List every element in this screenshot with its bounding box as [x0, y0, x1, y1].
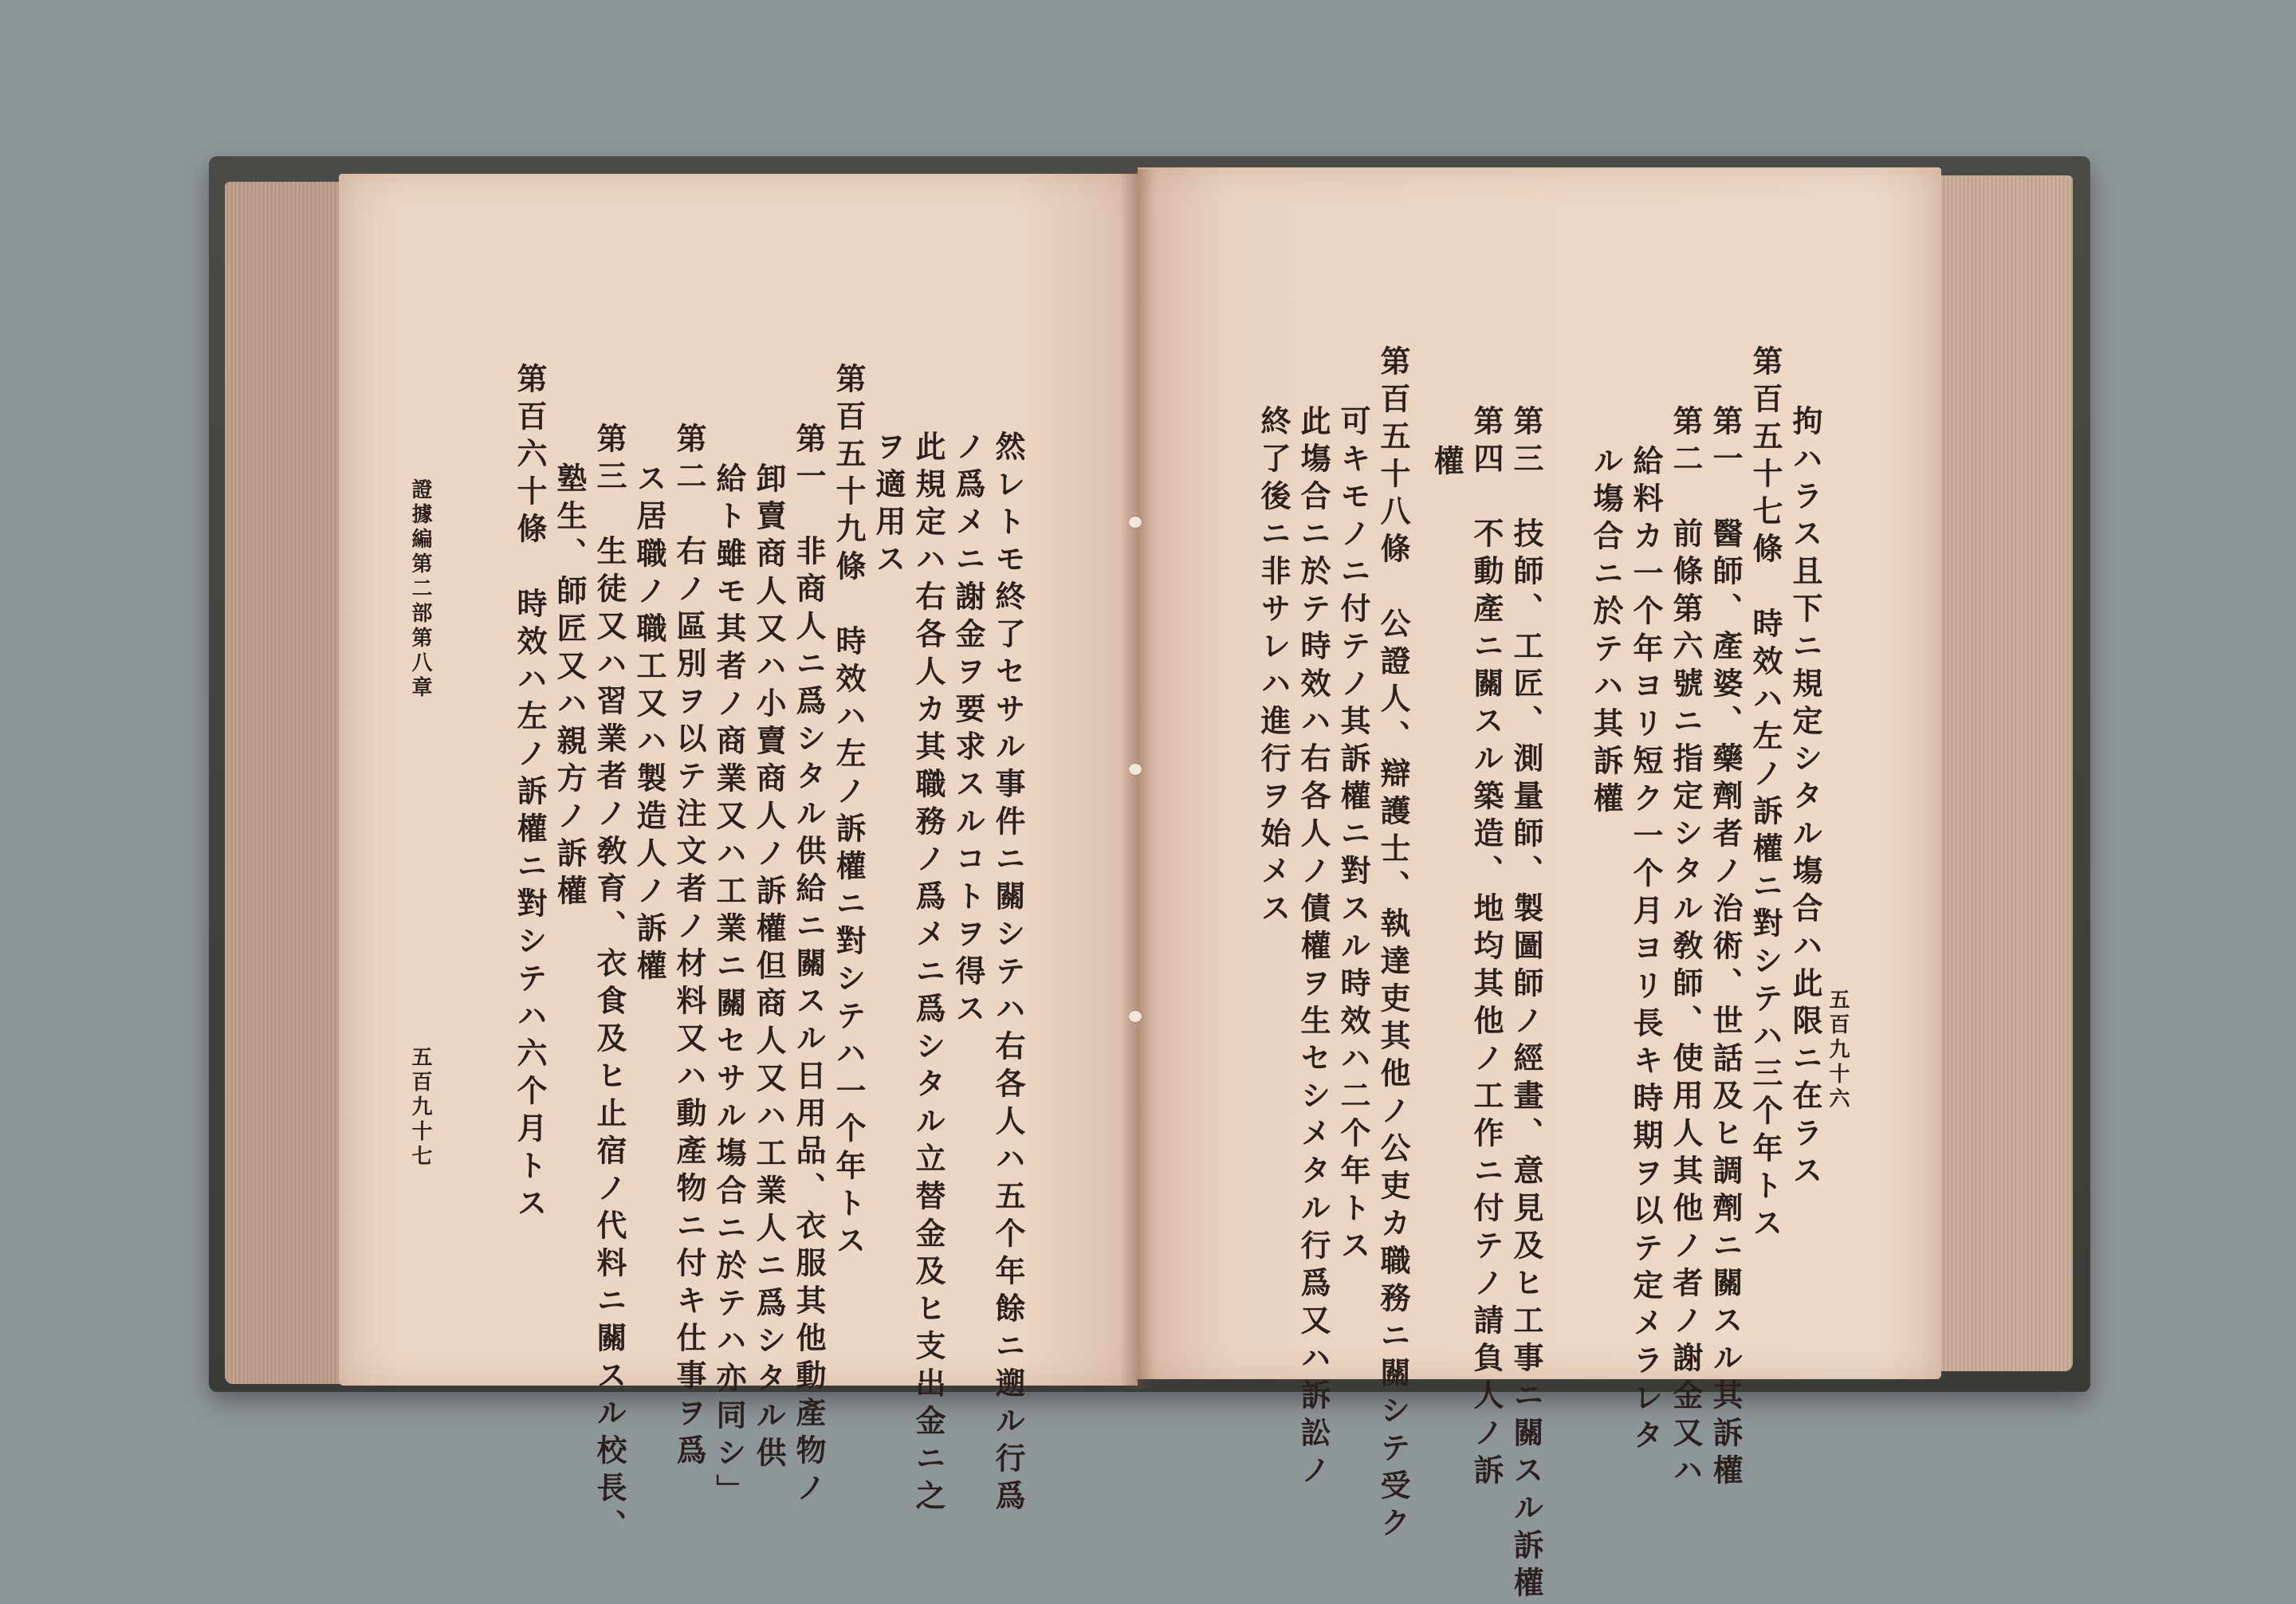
right-col-8: 第四 不動產ニ關スル築造、地均其他ノ工作ニ付テノ請負人ノ訴 [1468, 405, 1504, 1492]
left-col-12: 塾生、師匠又ハ親方ノ訴權 [552, 462, 588, 912]
chapter-footer: 證據編第二部第八章 [408, 478, 432, 701]
right-col-4: 第二 前條第六號ニ指定シタル敎師、使用人其他ノ者ノ謝金又ハ [1668, 405, 1704, 1492]
right-col-10: 第百五十八條 公證人、辯護士、執達吏其他ノ公吏カ職務ニ關シテ受ク [1375, 345, 1411, 1544]
binding-stitch [1129, 764, 1142, 775]
left-col-11: 第三 生徒又ハ習業者ノ敎育、衣食及ヒ止宿ノ代料ニ關スル校長、 [592, 423, 627, 1547]
right-col-2: 第百五十七條 時效ハ左ノ訴權ニ對シテハ三个年トス [1748, 345, 1783, 1244]
binding-stitch [1129, 1011, 1142, 1022]
left-col-6: 第一 非商人ニ爲シタル供給ニ關スル日用品、衣服其他動產物ノ [791, 423, 827, 1509]
left-col-2: ノ爲メニ謝金ヲ要求スルコトヲ得ス [950, 430, 986, 1030]
right-col-1: 拘ハラス且下ニ規定シタル塲合ハ此限ニ在ラス [1787, 405, 1823, 1192]
right-col-12: 此塲合ニ於テ時效ハ右各人ノ債權ヲ生セシメタル行爲又ハ訴訟ノ [1295, 405, 1331, 1492]
left-col-7: 卸賣商人又ハ小賣商人ノ訴權但商人又ハ工業人ニ爲シタル供 [751, 462, 787, 1474]
left-col-5: 第百五十九條 時效ハ左ノ訴權ニ對シテハ一个年トス [831, 363, 867, 1262]
left-col-8: 給ト雖モ其者ノ商業又ハ工業ニ關セサル塲合ニ於テハ亦同シ」 [711, 462, 747, 1512]
right-page-number: 五百九十六 [1826, 989, 1850, 1112]
book-gutter [1120, 169, 1155, 1389]
left-page-edges [225, 182, 344, 1384]
left-page-number: 五百九十七 [408, 1046, 432, 1170]
left-col-10: ス居職ノ職工又ハ製造人ノ訴權 [631, 462, 667, 987]
left-col-9: 第二 右ノ區別ヲ以テ注文者ノ材料又ハ動產物ニ付キ仕事ヲ爲 [671, 423, 707, 1472]
left-col-4: ヲ適用ス [871, 430, 906, 580]
right-col-7: 第三 技師、工匠、測量師、製圖師ノ經畫、意見及ヒ工事ニ關スル訴權 [1508, 405, 1544, 1604]
right-col-13: 終了後ニ非サレハ進行ヲ始メス [1256, 405, 1292, 930]
right-col-9: 權 [1429, 445, 1464, 482]
left-col-13: 第百六十條 時效ハ左ノ訴權ニ對シテハ六个月トス [512, 363, 548, 1225]
right-col-3: 第一 醫師、產婆、藥劑者ノ治術、世話及ヒ調劑ニ關スル其訴權 [1708, 405, 1744, 1492]
binding-stitch [1129, 517, 1142, 528]
right-col-6: ル塲合ニ於テハ其訴權 [1588, 445, 1624, 820]
right-col-11: 可キモノニ付テノ其訴權ニ對スル時效ハ二个年トス [1335, 405, 1371, 1267]
right-page-edges [1937, 175, 2073, 1371]
left-col-1: 然レトモ終了セサル事件ニ關シテハ右各人ハ五个年餘ニ遡ル行爲 [990, 430, 1026, 1517]
right-col-5: 給料カ一个年ヨリ短ク一个月ヨリ長キ時期ヲ以テ定メラレタ [1628, 445, 1664, 1457]
left-col-3: 此規定ハ右各人カ其職務ノ爲メニ爲シタル立替金及ヒ支出金ニ之 [910, 430, 946, 1517]
